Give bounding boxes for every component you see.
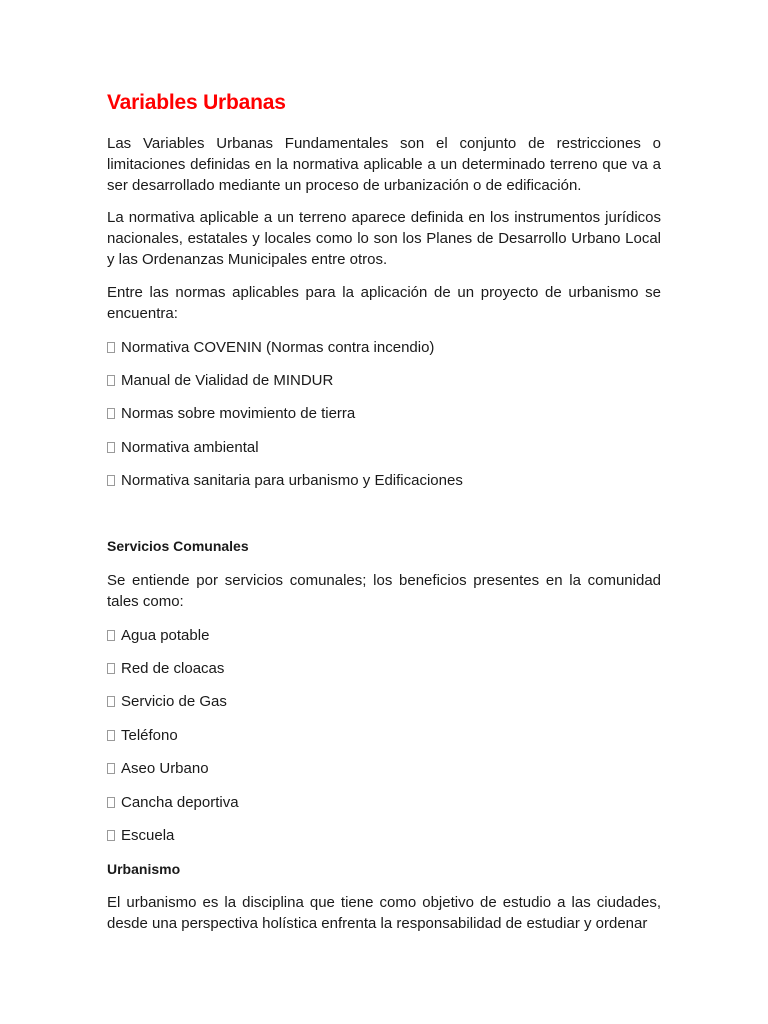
- checkbox-glyph-icon: [107, 830, 115, 841]
- checkbox-glyph-icon: [107, 630, 115, 641]
- urbanismo-paragraph: El urbanismo es la disciplina que tiene como objetivo de estudio a las ciudades, desde una perspectiva holística enfrenta la responsabilidad de estudiar y ordenar: [107, 894, 661, 932]
- checkbox-glyph-icon: [107, 797, 115, 808]
- checkbox-glyph-icon: [107, 663, 115, 674]
- intro-paragraph-1: Las Variables Urbanas Fundamentales son el conjunto de restricciones o limitaciones definidas en la normativa aplicable a un determinado terreno que va a ser desarrollado mediante un proceso de urbanización o de edificación.: [107, 135, 661, 194]
- checkbox-glyph-icon: [107, 696, 115, 707]
- list-item: Normativa COVENIN (Normas contra incendio): [107, 337, 434, 358]
- intro-paragraph-2: La normativa aplicable a un terreno aparece definida en los instrumentos jurídicos nacionales, estatales y locales como lo son los Planes de Desarrollo Urbano Local y las Ordenanzas Municipales entre otros.: [107, 209, 661, 268]
- checkbox-glyph-icon: [107, 442, 115, 453]
- list-item: Red de cloacas: [107, 658, 224, 679]
- checkbox-glyph-icon: [107, 475, 115, 486]
- checkbox-glyph-icon: [107, 342, 115, 353]
- intro-paragraph-3: Entre las normas aplicables para la aplicación de un proyecto de urbanismo se encuentra:: [107, 284, 661, 322]
- checkbox-glyph-icon: [107, 763, 115, 774]
- list-item: Servicio de Gas: [107, 691, 227, 712]
- list-item: Manual de Vialidad de MINDUR: [107, 370, 333, 391]
- list-item: Agua potable: [107, 625, 209, 646]
- checkbox-glyph-icon: [107, 730, 115, 741]
- section-heading-servicios: Servicios Comunales: [107, 538, 249, 554]
- list-item: Cancha deportiva: [107, 792, 239, 813]
- checkbox-glyph-icon: [107, 375, 115, 386]
- document-title: Variables Urbanas: [107, 91, 286, 114]
- list-item: Normativa sanitaria para urbanismo y Edificaciones: [107, 470, 463, 491]
- list-item: Aseo Urbano: [107, 758, 209, 779]
- checkbox-glyph-icon: [107, 408, 115, 419]
- section-heading-urbanismo: Urbanismo: [107, 861, 181, 877]
- list-item: Normativa ambiental: [107, 437, 259, 458]
- servicios-paragraph: Se entiende por servicios comunales; los beneficios presentes en la comunidad tales como:: [107, 572, 661, 610]
- list-item: Teléfono: [107, 725, 178, 746]
- list-item: Normas sobre movimiento de tierra: [107, 403, 355, 424]
- list-item: Escuela: [107, 825, 174, 846]
